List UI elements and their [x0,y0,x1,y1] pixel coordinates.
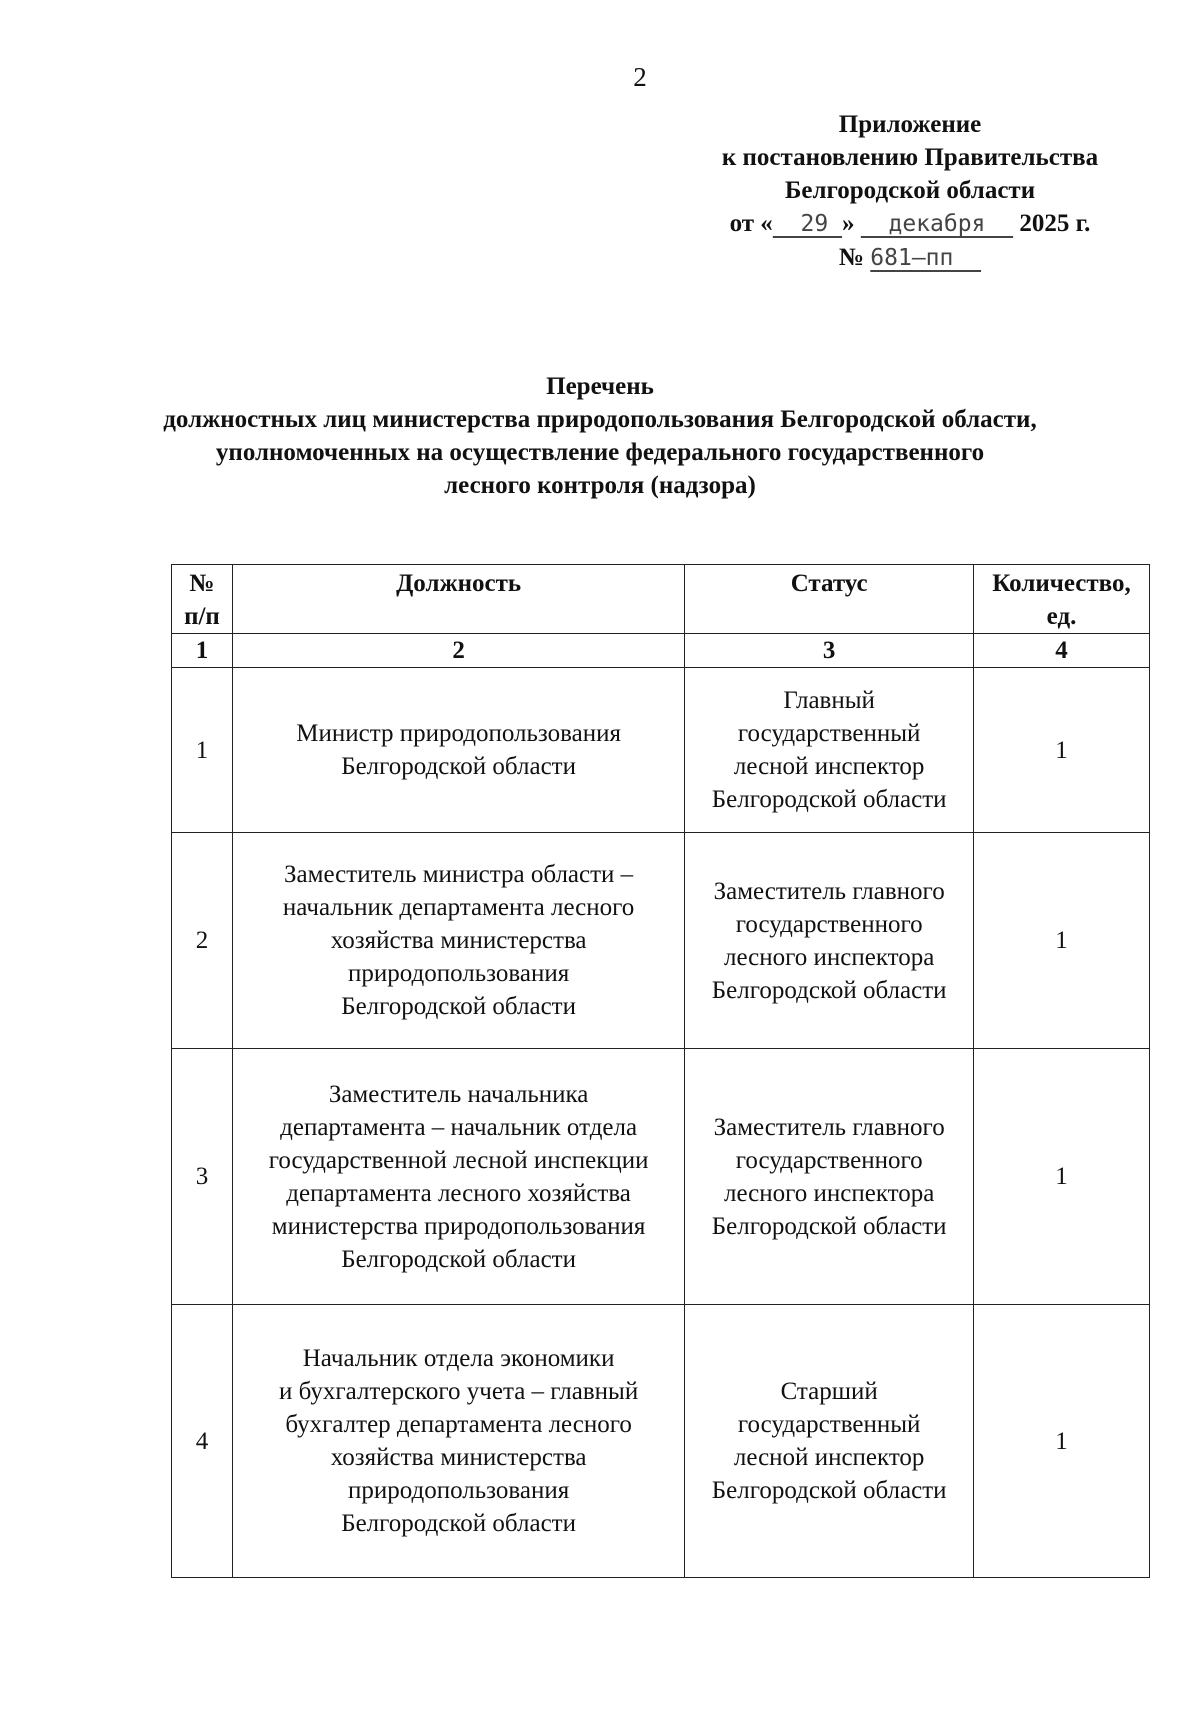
title-line-2: должностных лиц министерства природопользования Белгородской области, [163,406,1037,433]
appendix-date-line [640,207,1180,241]
row-position: Заместитель начальника департамента – начальник отдела государственной лесной инспекции департамента лесного хозяйства министерства природопользования Белгородской области [232,1049,684,1305]
row-number: 4 [172,1305,233,1578]
table-row [172,833,1150,1049]
date-prefix: от « [729,210,773,237]
header-count: Количество, ед. [974,565,1150,634]
document-number: 681–пп [870,245,982,271]
column-number-2: 2 [232,634,684,668]
appendix-number-line [640,241,1180,275]
column-number-3: 3 [685,634,974,668]
document-title [100,370,1100,502]
appendix-label: Приложение [838,111,982,138]
table-row [172,668,1150,833]
officials-table [171,564,1150,1578]
row-position: Заместитель министра области – начальник департамента лесного хозяйства министерства природопользования Белгородской области [232,833,684,1049]
date-middle: » [842,210,861,237]
row-count: 1 [974,833,1150,1049]
header-number: № п/п [172,565,233,634]
column-numbers-row [172,634,1150,668]
row-number: 2 [172,833,233,1049]
row-count: 1 [974,1049,1150,1305]
date-day: 29 [772,211,843,237]
header-status: Статус [685,565,974,634]
date-month: декабря [860,211,1014,237]
column-number-1: 1 [172,634,233,668]
row-status: Старший государственный лесной инспектор Белгородской области [685,1305,974,1578]
row-status: Главный государственный лесной инспектор Белгородской области [685,668,974,833]
table-row [172,1305,1150,1578]
table-row [172,1049,1150,1305]
header-position: Должность [232,565,684,634]
date-year: 2025 г. [1013,210,1091,237]
row-number: 1 [172,668,233,833]
appendix-region-line: Белгородской области [784,177,1036,204]
appendix-block [640,108,1180,275]
row-position: Министр природопользования Белгородской области [232,668,684,833]
page-number: 2 [633,62,647,92]
row-count: 1 [974,1305,1150,1578]
row-status: Заместитель главного государственного лесного инспектора Белгородской области [685,833,974,1049]
title-line-1: Перечень [546,373,654,400]
row-number: 3 [172,1049,233,1305]
row-status: Заместитель главного государственного лесного инспектора Белгородской области [685,1049,974,1305]
number-prefix: № [838,244,871,271]
row-position: Начальник отдела экономики и бухгалтерского учета – главный бухгалтер департамента лесного хозяйства министерства природопользования Белгородской области [232,1305,684,1578]
title-line-3: уполномоченных на осуществление федерального государственного [215,439,985,466]
table-header-row [172,565,1150,634]
row-count: 1 [974,668,1150,833]
title-line-4: лесного контроля (надзора) [444,472,756,499]
column-number-4: 4 [974,634,1150,668]
appendix-resolution-line: к постановлению Правительства [721,144,1099,171]
